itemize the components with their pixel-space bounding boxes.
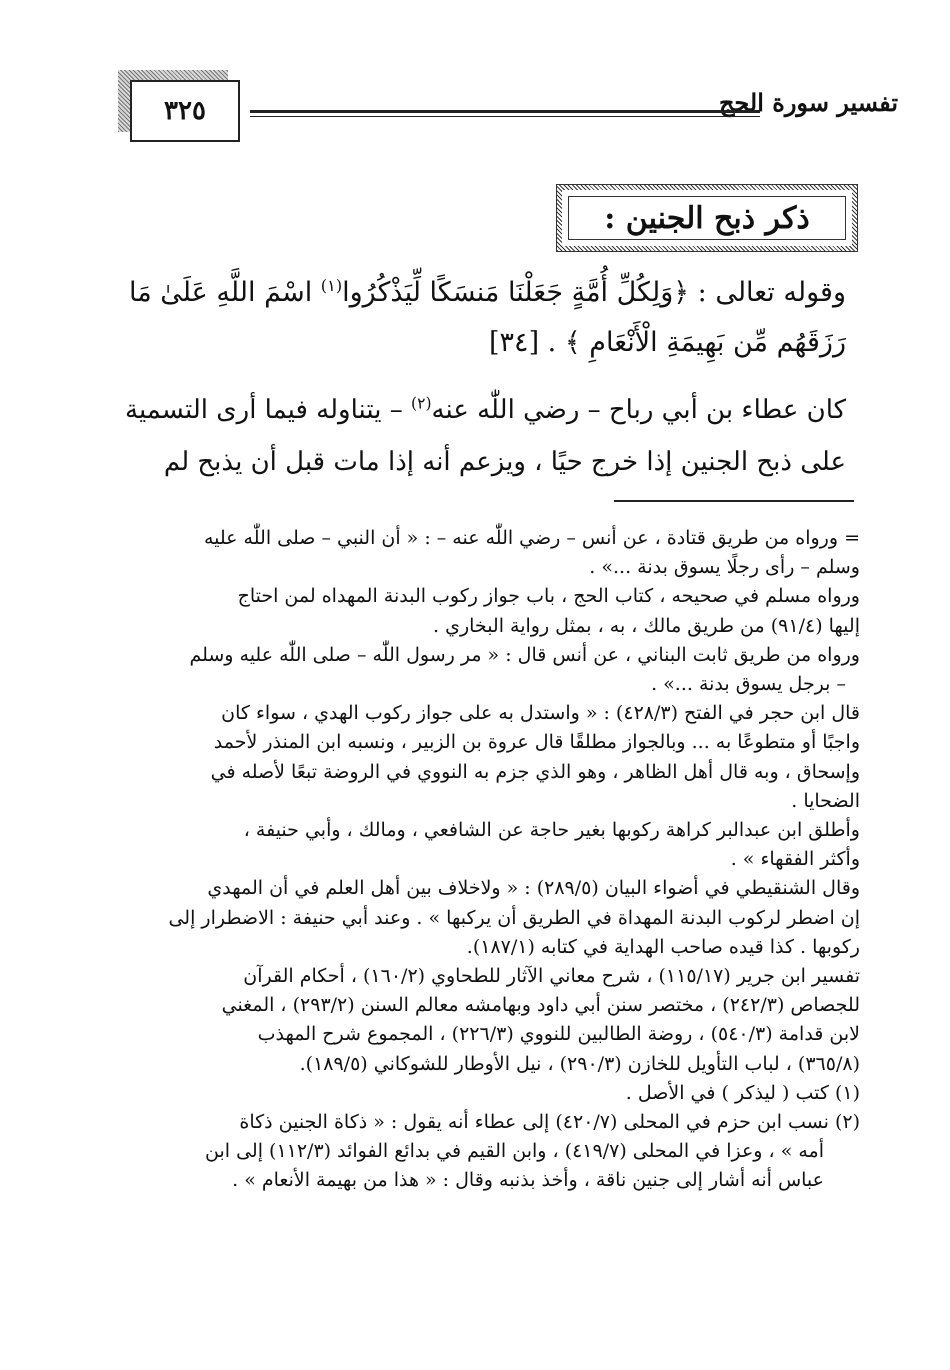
footnote-line: إليها (٩١/٤) من طريق مالك ، به ، بمثل رواية البخاري . bbox=[433, 614, 860, 637]
footnotes bbox=[110, 524, 860, 1196]
footnote-line: وسلم – رأى رجلًا يسوق بدنة ...» . bbox=[589, 556, 860, 579]
section-heading: ذكر ذبح الجنين : bbox=[568, 196, 846, 240]
footnote-line: إن اضطر لركوب البدنة المهداة في الطريق أن يركبها » . وعند أبي حنيفة : الاضطرار إلى bbox=[168, 906, 860, 929]
verse-intro: وقوله تعالى : ﴿ bbox=[673, 277, 846, 308]
footnote-marker-2: (٢) bbox=[410, 394, 432, 413]
footnote-line: تفسير ابن جرير (١١٥/١٧) ، شرح معاني الآثار للطحاوي (١٦٠/٢) ، أحكام القرآن bbox=[243, 965, 860, 988]
commentary-line-1 bbox=[112, 384, 846, 436]
commentary-text-a: كان عطاء بن أبي رباح – رضي اللّٰه عنه bbox=[431, 395, 846, 425]
commentary-text-b: – يتناوله فيما أرى التسمية bbox=[125, 395, 411, 425]
footnote-line: وإسحاق ، وبه قال أهل الظاهر ، وهو الذي جزم به النووي في الروضة تبعًا لأصله في bbox=[210, 760, 860, 783]
footnote-line: ورواه من طريق ثابت البناني ، عن أنس قال : « مر رسول اللّٰه – صلى اللّٰه عليه وسلم bbox=[189, 643, 860, 666]
commentary-line-2: على ذبح الجنين إذا خرج حيًا ، ويزعم أنه إذا مات قبل أن يذبح لم bbox=[163, 447, 846, 477]
quran-text-line-2: رَزَقَهُم مِّن بَهِيمَةِ الْأَنْعَامِ bbox=[589, 327, 846, 358]
footnote-line: (٣٦٥/٨) ، لباب التأويل للخازن (٢٩٠/٣) ، نيل الأوطار للشوكاني (١٨٩/٥). bbox=[299, 1052, 860, 1075]
verse-paragraph bbox=[112, 268, 846, 368]
footnote-line: وأطلق ابن عبدالبر كراهة ركوبها بغير حاجة عن الشافعي ، ومالك ، وأبي حنيفة ، bbox=[243, 819, 860, 842]
footnote-line: ورواه مسلم في صحيحه ، كتاب الحج ، باب جواز ركوب البدنة المهداه لمن احتاج bbox=[237, 585, 860, 608]
footnote-separator bbox=[614, 500, 854, 502]
commentary-paragraph bbox=[112, 384, 846, 488]
running-title: تفسير سورة الحج bbox=[718, 88, 898, 117]
footnote-line: قال ابن حجر في الفتح (٤٢٨/٣) : « واستدل به على جواز ركوب الهدي ، سواء كان bbox=[221, 702, 860, 725]
section-heading-frame bbox=[557, 185, 857, 251]
verse-line-2 bbox=[112, 318, 846, 368]
verse-reference: ﴾ . [٣٤] bbox=[489, 327, 590, 358]
footnote-line: عباس أنه أشار إلى جنين ناقة ، وأخذ بذنبه وقال : « هذا من بهيمة الأنعام » . bbox=[232, 1169, 824, 1192]
footnote-line: للجصاص (٢٤٢/٣) ، مختصر سنن أبي داود وبهامشه معالم السنن (٢٩٣/٢) ، المغني bbox=[221, 994, 860, 1017]
verse-line-1 bbox=[112, 268, 846, 318]
header-rule-thin bbox=[250, 116, 760, 117]
footnote-line: الضحايا . bbox=[791, 789, 860, 812]
footnote-line: ركوبها . كذا قيده صاحب الهداية في كتابه (١٨٧/١). bbox=[466, 935, 860, 958]
footnote-marker-1: (١) bbox=[320, 276, 343, 295]
footnote-line: أمه » ، وعزا في المحلى (٤١٩/٧) ، وابن القيم في بدائع الفوائد (١١٢/٣) إلى ابن bbox=[205, 1140, 824, 1163]
footnote-line: وقال الشنقيطي في أضواء البيان (٢٨٩/٥) : « ولاخلاف بين أهل العلم في أن المهدي bbox=[207, 877, 860, 900]
footnote-line: واجبًا أو متطوعًا به ... وبالجواز مطلقًا قال عروة بن الزبير ، ونسبه ابن المنذر لأحمد bbox=[213, 731, 860, 754]
footnote-line: = ورواه من طريق قتادة ، عن أنس – رضي اللّٰه عنه – : « أن النبي – صلى اللّٰه عليه bbox=[203, 527, 860, 549]
quran-text-continued: اسْمَ اللَّهِ عَلَىٰ مَا bbox=[128, 277, 321, 308]
footnote-2: (٢) نسب ابن حزم في المحلى (٤٢٠/٧) إلى عطاء أنه يقول : « ذكاة الجنين ذكاة bbox=[239, 1111, 860, 1134]
footnote-1: (١) كتب ( ليذكر ) في الأصل . bbox=[625, 1081, 860, 1104]
quran-text: وَلِكُلِّ أُمَّةٍ جَعَلْنَا مَنسَكًا لِّيَذْكُرُوا bbox=[342, 277, 674, 308]
header-rule bbox=[250, 110, 760, 113]
footnote-line: وأكثر الفقهاء » . bbox=[730, 848, 860, 871]
footnote-line: – برجل يسوق بدنة ...» . bbox=[651, 673, 846, 696]
footnote-line: لابن قدامة (٥٤٠/٣) ، روضة الطالبين للنووي (٢٢٦/٣) ، المجموع شرح المهذب bbox=[257, 1023, 860, 1046]
page-number: ٣٢٥ bbox=[130, 80, 240, 142]
